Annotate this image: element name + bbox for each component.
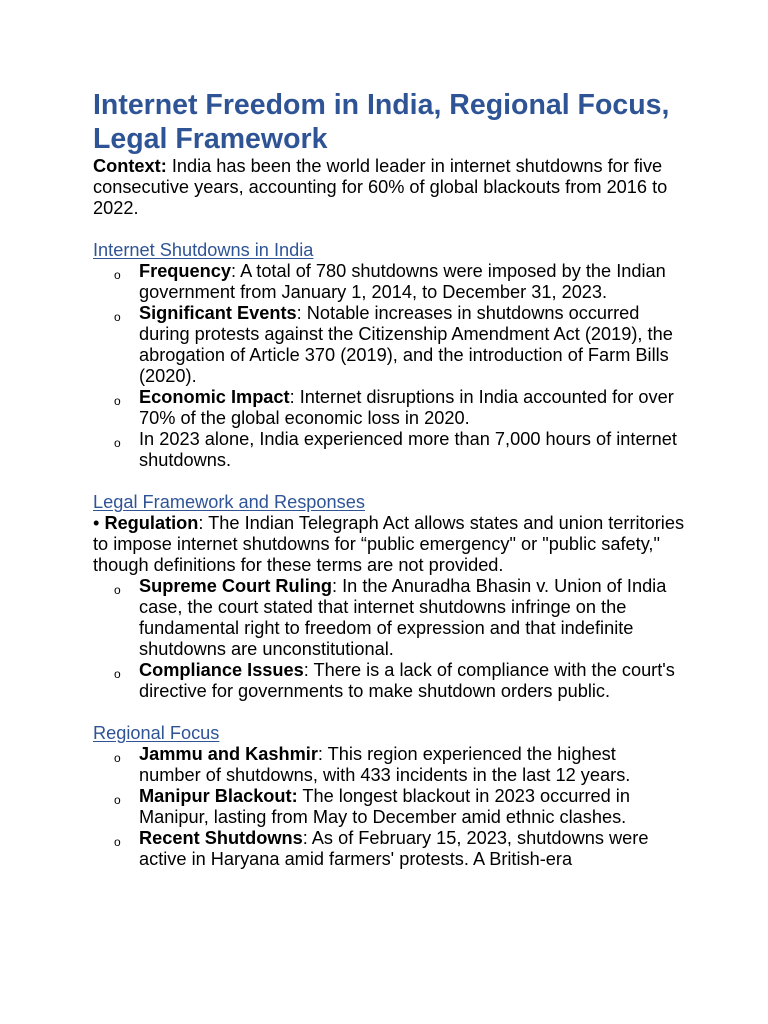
item-label: Supreme Court Ruling: [139, 576, 332, 596]
circle-bullet-icon: o: [114, 436, 121, 450]
page-title: Internet Freedom in India, Regional Focus, Legal Framework: [93, 89, 670, 155]
circle-bullet-icon: o: [114, 394, 121, 408]
list-item: [93, 261, 679, 303]
item-label: Significant Events: [139, 303, 297, 323]
item-text: : Internet disruptions in India accounted for over 70% of the global economic loss in 2020.: [139, 387, 674, 428]
item-text: : As of February 15, 2023, shutdowns were active in Haryana amid farmers' protests. A British-era: [139, 828, 649, 869]
context-label: Context:: [93, 156, 167, 176]
item-text: : There is a lack of compliance with the court's directive for governments to make shutdown orders public.: [139, 660, 675, 701]
item-text: : In the Anuradha Bhasin v. Union of India case, the court stated that internet shutdowns infringe on the fundamental right to freedom of expression and that indefinite shutdowns are unconstitutional.: [139, 576, 667, 659]
item-text: In 2023 alone, India experienced more than 7,000 hours of internet shutdowns.: [139, 429, 677, 470]
item-text: : Notable increases in shutdowns occurred during protests against the Citizenship Amendment Act (2019), the abrogation of Article 370 (2019), and the introduction of Farm Bills (2020).: [139, 303, 673, 386]
legal-list: [93, 576, 693, 702]
regulation-paragraph: [93, 513, 693, 576]
list-item: [93, 303, 679, 387]
section-heading-shutdowns[interactable]: Internet Shutdowns in India: [93, 240, 314, 260]
item-label: Manipur Blackout:: [139, 786, 298, 806]
item-label: Economic Impact: [139, 387, 290, 407]
document-page: [93, 88, 693, 870]
section-heading-regional[interactable]: Regional Focus: [93, 723, 220, 743]
list-item: [93, 744, 679, 786]
shutdowns-list: [93, 261, 693, 471]
circle-bullet-icon: o: [114, 835, 121, 849]
circle-bullet-icon: o: [114, 667, 121, 681]
regulation-text: : The Indian Telegraph Act allows states and union territories to impose internet shutdowns for “public emergency" or "public safety," though definitions for these terms are not provided.: [93, 513, 685, 575]
circle-bullet-icon: o: [114, 583, 121, 597]
bullet-icon: •: [93, 513, 100, 533]
list-item: [93, 660, 679, 702]
section-heading-legal[interactable]: Legal Framework and Responses: [93, 492, 365, 512]
list-item: [93, 576, 679, 660]
item-text: The longest blackout in 2023 occurred in Manipur, lasting from May to December amid ethnic clashes.: [139, 786, 630, 827]
context-paragraph: [93, 156, 693, 219]
item-text: : A total of 780 shutdowns were imposed by the Indian government from January 1, 2014, to December 31, 2023.: [139, 261, 666, 302]
circle-bullet-icon: o: [114, 310, 121, 324]
circle-bullet-icon: o: [114, 751, 121, 765]
circle-bullet-icon: o: [114, 793, 121, 807]
item-label: Jammu and Kashmir: [139, 744, 318, 764]
regional-list: [93, 744, 693, 870]
list-item: [93, 429, 679, 471]
regulation-label: Regulation: [104, 513, 199, 533]
item-label: Frequency: [139, 261, 231, 281]
item-label: Recent Shutdowns: [139, 828, 303, 848]
list-item: [93, 786, 679, 828]
context-text: India has been the world leader in internet shutdowns for five consecutive years, accounting for 60% of global blackouts from 2016 to 2022.: [93, 156, 668, 218]
list-item: [93, 828, 679, 870]
circle-bullet-icon: o: [114, 268, 121, 282]
item-label: Compliance Issues: [139, 660, 304, 680]
list-item: [93, 387, 679, 429]
item-text: : This region experienced the highest number of shutdowns, with 433 incidents in the last 12 years.: [139, 744, 631, 785]
